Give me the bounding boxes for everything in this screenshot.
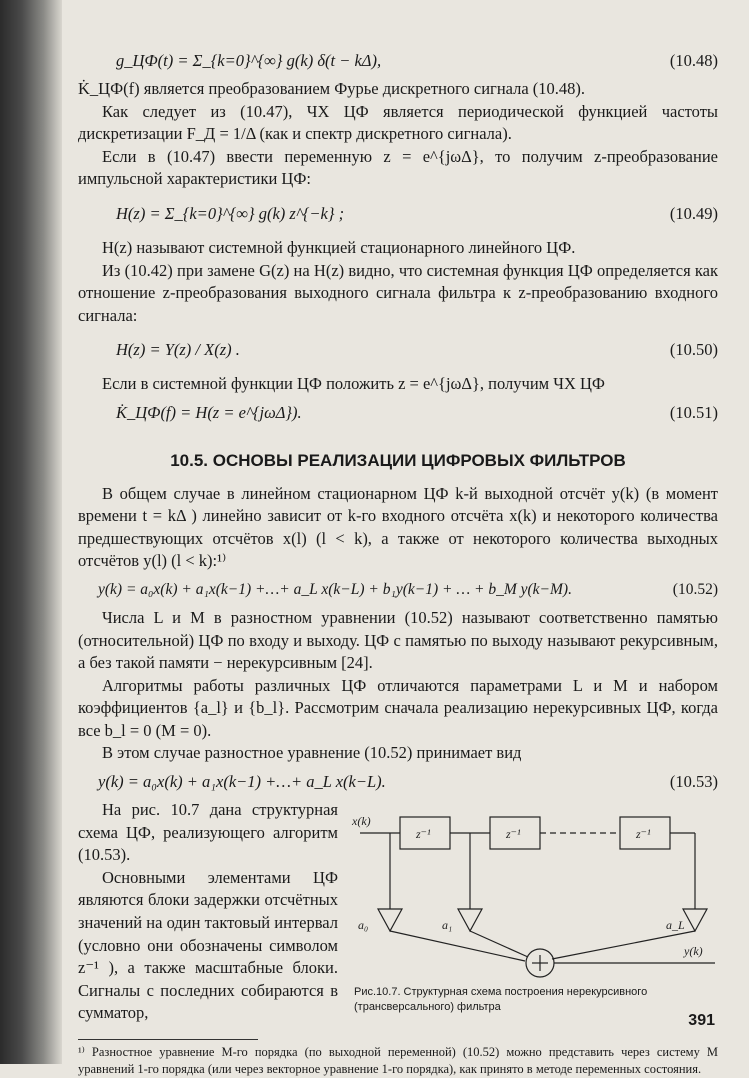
footnote: ¹⁾ Разностное уравнение M-го порядка (по выходной переменной) (10.52) можно представить через систему M уравнений 1-го порядка (или через векторное уравнение 1-го порядка), как принято в методе переменных состояния. <box>78 1045 718 1076</box>
paragraph: В общем случае в линейном стационарном ЦФ k-й выходной отсчёт y(k) (в момент времени t = kΔ ) линейно зависит от k-го входного отсчёта x(k) и некоторого количества предшествующих отсчётов x(l) (l < k), а также от некоторого количества выходных отсчётов y(l) (l < k):¹⁾ <box>78 483 718 571</box>
gain-label-a1: a₁ <box>442 918 453 933</box>
block-diagram <box>350 809 720 1009</box>
equation-number: (10.53) <box>669 772 718 792</box>
gain-block-aL <box>683 909 707 931</box>
equation-number: (10.50) <box>669 340 718 360</box>
equation-10-51 <box>78 396 718 430</box>
delay-label: z⁻¹ <box>416 827 431 842</box>
section-heading: 10.5. ОСНОВЫ РЕАЛИЗАЦИИ ЦИФРОВЫХ ФИЛЬТРОВ <box>170 450 626 470</box>
figure-block <box>78 799 718 1025</box>
equation-number: (10.48) <box>669 51 718 70</box>
gain-block-a0 <box>378 909 402 931</box>
delay-label: z⁻¹ <box>636 827 651 842</box>
equation-text: y(k) = a₀x(k) + a₁x(k−1) +…+ a_L x(k−L) + b₁y(k−1) + … + b_M y(k−M). <box>98 580 572 598</box>
equation-text: y(k) = a₀x(k) + a₁x(k−1) +…+ a_L x(k−L). <box>98 772 386 792</box>
paragraph: На рис. 10.7 дана структурная схема ЦФ, реализующего алгоритм (10.53). <box>78 800 338 865</box>
equation-number: (10.49) <box>669 203 718 223</box>
equation-text: K̇_ЦФ(f) = H(z = e^{jωΔ}). <box>116 402 302 422</box>
equation-10-53 <box>78 765 718 799</box>
paragraph: Числа L и M в разностном уравнении (10.52) называют соответственно памятью (относительной) ЦФ по входу и выходу. ЦФ с памятью по выходу называют рекурсивным, а без такой памяти − нерекурсивным [24]. <box>78 607 718 673</box>
equation-10-52 <box>78 573 718 607</box>
gain-block-a1 <box>458 909 482 931</box>
page-body <box>78 44 718 1078</box>
paragraph: Если в системной функции ЦФ положить z = e^{jωΔ}, получим ЧХ ЦФ <box>102 374 605 394</box>
book-spine-shadow <box>0 0 62 1064</box>
equation-number: (10.52) <box>672 580 718 598</box>
equation-10-50 <box>78 327 718 373</box>
equation-number: (10.51) <box>669 402 718 422</box>
output-label: y(k) <box>684 944 703 959</box>
gain-label-aL: a_L <box>666 918 685 933</box>
equation-text: H(z) = Y(z) / X(z) . <box>116 340 240 360</box>
gain-label-a0: a₀ <box>358 918 369 933</box>
paragraph: Из (10.42) при замене G(z) на H(z) видно, что системная функция ЦФ определяется как отношение z-преобразования выходного сигнала фильтра к z-преобразованию входного сигнала: <box>78 260 718 325</box>
sum-line-L <box>552 931 695 959</box>
paragraph: Алгоритмы работы различных ЦФ отличаются параметрами L и M и набором коэффициентов {a_l} и {b_l}. Рассмотрим сначала реализацию нерекурсивных ЦФ, когда все b_l = 0 (M = 0). <box>78 675 718 740</box>
paragraph: H(z) называют системной функцией стационарного линейного ЦФ. <box>102 237 576 257</box>
paragraph: Основными элементами ЦФ являются блоки задержки отсчётных значений на один тактовый интервал (условно они обозначены символом z⁻¹ ), а также масштабные блоки. Сигналы с последних собираются в сумматор, <box>78 867 338 1023</box>
footnote-divider <box>78 1039 258 1040</box>
equation-10-48 <box>78 44 718 78</box>
delay-label: z⁻¹ <box>506 827 521 842</box>
sum-line-1 <box>470 931 528 957</box>
paragraph: Если в (10.47) ввести переменную z = e^{jωΔ}, то получим z-преобразование импульсной характеристики ЦФ: <box>78 146 718 189</box>
figure-caption: Рис.10.7. Структурная схема построения нерекурсивного (трансверсального) фильтра <box>354 986 648 1014</box>
input-label: x(k) <box>352 814 371 829</box>
figure-side-text <box>78 799 338 1025</box>
page-number: 391 <box>688 1012 715 1029</box>
paragraph: K̇_ЦФ(f) является преобразованием Фурье дискретного сигнала (10.48). <box>78 79 586 98</box>
equation-text: g_ЦФ(t) = Σ_{k=0}^{∞} g(k) δ(t − kΔ), <box>116 51 382 70</box>
paragraph: Как следует из (10.47), ЧХ ЦФ является периодической функцией частоты дискретизации F_Д = 1/Δ (как и спектр дискретного сигнала). <box>78 101 718 144</box>
paragraph: В этом случае разностное уравнение (10.52) принимает вид <box>102 743 522 763</box>
equation-text: H(z) = Σ_{k=0}^{∞} g(k) z^{−k} ; <box>116 203 345 223</box>
equation-10-49 <box>78 191 718 237</box>
